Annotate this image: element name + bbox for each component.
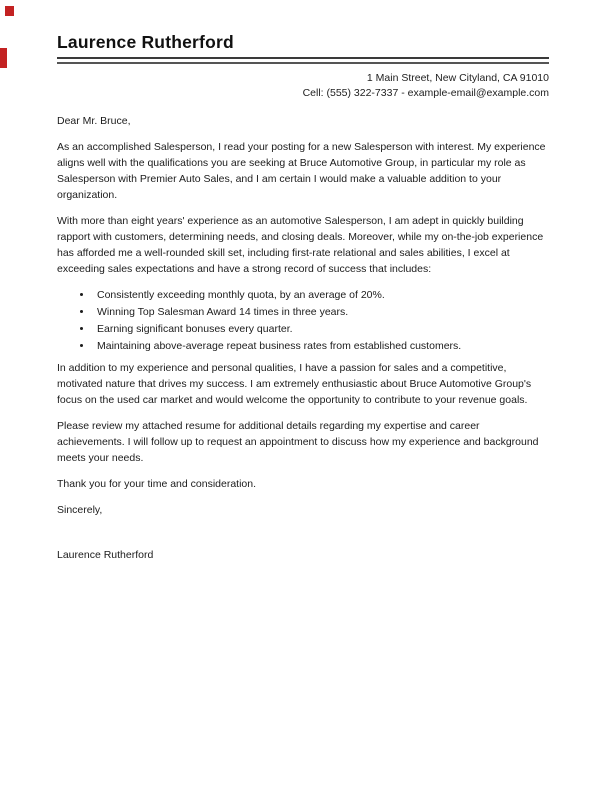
paragraph-passion: In addition to my experience and personal qualities, I have a passion for sales and a competitive, motivated nature that drives my success. I am extremely enthusiastic about Bruce Automotive Group's focus on the used car market and would welcome the opportunity to contribute to your revenue goals.: [57, 362, 532, 406]
achievement-item: • Consistently exceeding monthly quota, by an average of 20%.: [93, 287, 549, 304]
author-name: Laurence Rutherford: [57, 32, 234, 52]
achievement-item: • Maintaining above-average repeat business rates from established customers.: [93, 338, 549, 355]
red-artifact-square: [5, 6, 14, 16]
paragraph-experience: With more than eight years' experience as an automotive Salesperson, I am adept in quickly building rapport with customers, determining needs, and closing deals. Moreover, while my on-the-job experience has afforded me a well-rounded skill set, including first-rate relational and sales abilities, I excel at exceeding sales expectations and have a strong record of success that includes:: [57, 215, 544, 275]
salutation: Dear Mr. Bruce,: [57, 115, 131, 127]
address-line: 1 Main Street, New Cityland, CA 91010: [366, 72, 549, 84]
achievement-item: • Winning Top Salesman Award 14 times in three years.: [93, 304, 549, 321]
header-divider-bottom-line: [57, 62, 549, 64]
paragraph-intro: As an accomplished Salesperson, I read your posting for a new Salesperson with interest. My experience aligns well with the qualifications you are seeking at Bruce Automotive Group, in particular my role as Salesperson with Premier Auto Sales, and I am certain I would make a valuable addition to your organization.: [57, 141, 546, 201]
closing-line: Sincerely,: [57, 504, 103, 516]
achievement-item: • Earning significant bonuses every quarter.: [93, 321, 549, 338]
header-divider: [57, 57, 549, 64]
thanks-line: Thank you for your time and consideration.: [57, 478, 257, 490]
red-artifact-bar: [0, 48, 7, 68]
paragraph-resume: Please review my attached resume for additional details regarding my expertise and career achievements. I will follow up to request an appointment to discuss how my experience and background meets your needs.: [57, 420, 539, 464]
letter-body: [57, 113, 549, 563]
achievements-list: [57, 287, 549, 355]
letter-content: [57, 0, 549, 573]
contact-line: Cell: (555) 322-7337 - example-email@example.com: [302, 87, 549, 99]
contact-block: [57, 71, 549, 101]
signature-name: Laurence Rutherford: [57, 549, 154, 561]
